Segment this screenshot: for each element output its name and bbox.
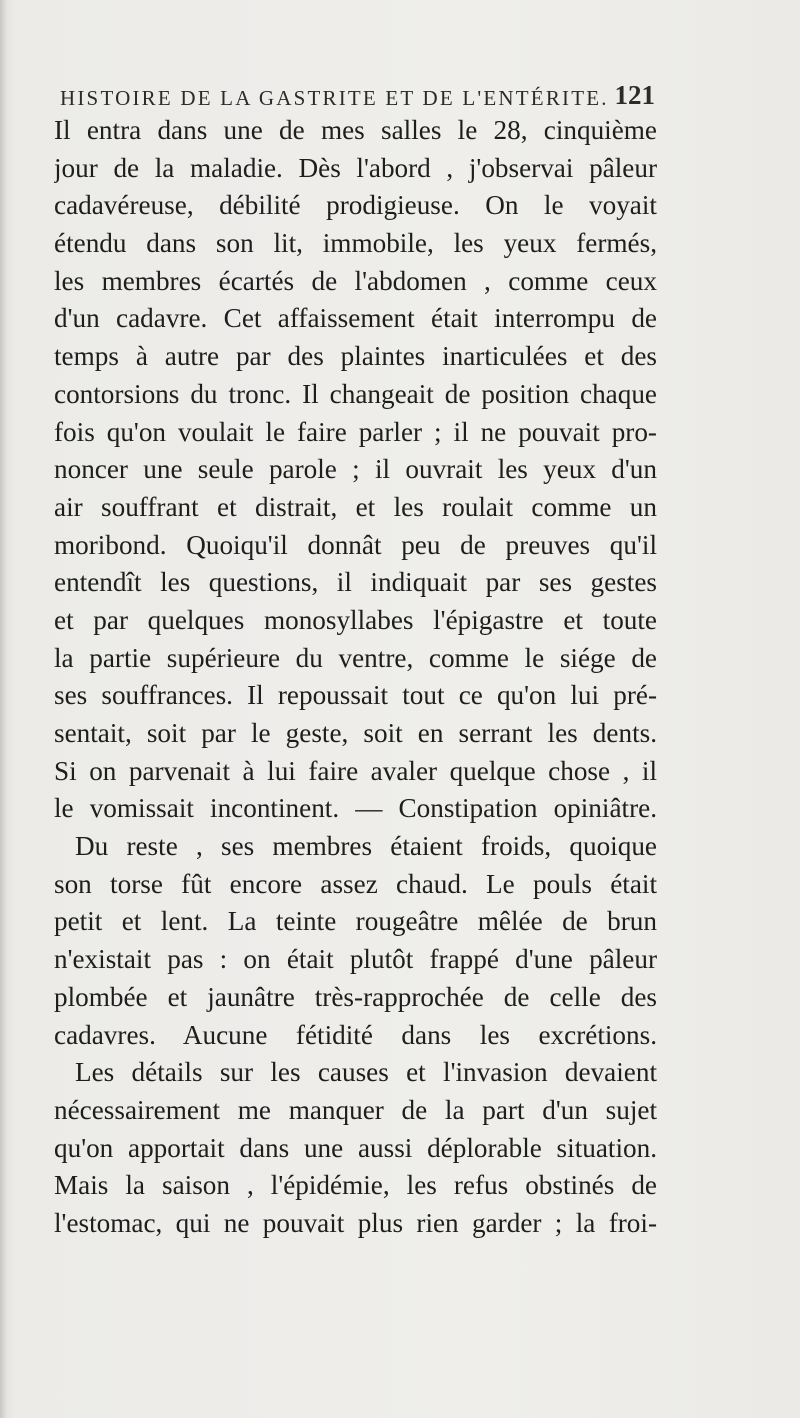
paragraph-start-line: Les détails sur les causes et l'invasion devaient (75, 1057, 657, 1088)
text-line: ses souffrances. Il repoussait tout ce qu'on lui pré- (54, 680, 657, 711)
text-line: sentait, soit par le geste, soit en serrant les dents. (54, 718, 657, 748)
text-line: nécessairement me manquer de la part d'un sujet (54, 1094, 657, 1125)
text-line: son torse fût encore assez chaud. Le pouls était (54, 868, 657, 899)
text-line: d'un cadavre. Cet affaissement était interrompu de (54, 303, 657, 334)
text-line: les membres écartés de l'abdomen , comme ceux (54, 265, 657, 296)
text-line: Mais la saison , l'épidémie, les refus obstinés de (54, 1170, 657, 1201)
body-text (54, 112, 657, 1243)
page-binding-edge (0, 0, 6, 1418)
text-line: la partie supérieure du ventre, comme le siége de (54, 642, 657, 673)
text-line: n'existait pas : on était plutôt frappé d'une pâleur (54, 944, 657, 975)
text-line: Si on parvenait à lui faire avaler quelque chose , il (54, 755, 657, 786)
text-line: contorsions du tronc. Il changeait de position chaque (54, 378, 657, 409)
text-line: jour de la maladie. Dès l'abord , j'observai pâleur (54, 152, 657, 183)
text-line: cadavres. Aucune fétidité dans les excrétions. (54, 1019, 657, 1050)
text-line: noncer une seule parole ; il ouvrait les yeux d'un (54, 454, 657, 485)
text-line: air souffrant et distrait, et les roulait comme un (54, 491, 657, 522)
text-line: étendu dans son lit, immobile, les yeux fermés, (54, 228, 657, 259)
text-line: entendît les questions, il indiquait par ses gestes (54, 567, 657, 598)
running-title: HISTOIRE DE LA GASTRITE ET DE L'ENTÉRITE. (60, 86, 609, 110)
text-line: Il entra dans une de mes salles le 28, cinquième (54, 115, 657, 145)
text-line: qu'on apportait dans une aussi déplorable situation. (54, 1132, 657, 1163)
text-line: petit et lent. La teinte rougeâtre mêlée de brun (54, 906, 657, 937)
page-number: 121 (614, 80, 655, 110)
text-line: moribond. Quoiqu'il donnât peu de preuves qu'il (54, 529, 657, 560)
text-line: fois qu'on voulait le faire parler ; il ne pouvait pro- (54, 416, 657, 447)
text-line: et par quelques monosyllabes l'épigastre et toute (54, 604, 657, 635)
text-line: cadavéreuse, débilité prodigieuse. On le voyait (54, 190, 657, 221)
text-line: plombée et jaunâtre très-rapprochée de celle des (54, 981, 657, 1012)
paragraph-start-line: Du reste , ses membres étaient froids, quoique (75, 831, 657, 862)
text-line: temps à autre par des plaintes inarticulées et des (54, 341, 657, 372)
text-line: l'estomac, qui ne pouvait plus rien garder ; la froi- (54, 1207, 657, 1238)
text-line: le vomissait incontinent. — Constipation opiniâtre. (54, 793, 657, 824)
